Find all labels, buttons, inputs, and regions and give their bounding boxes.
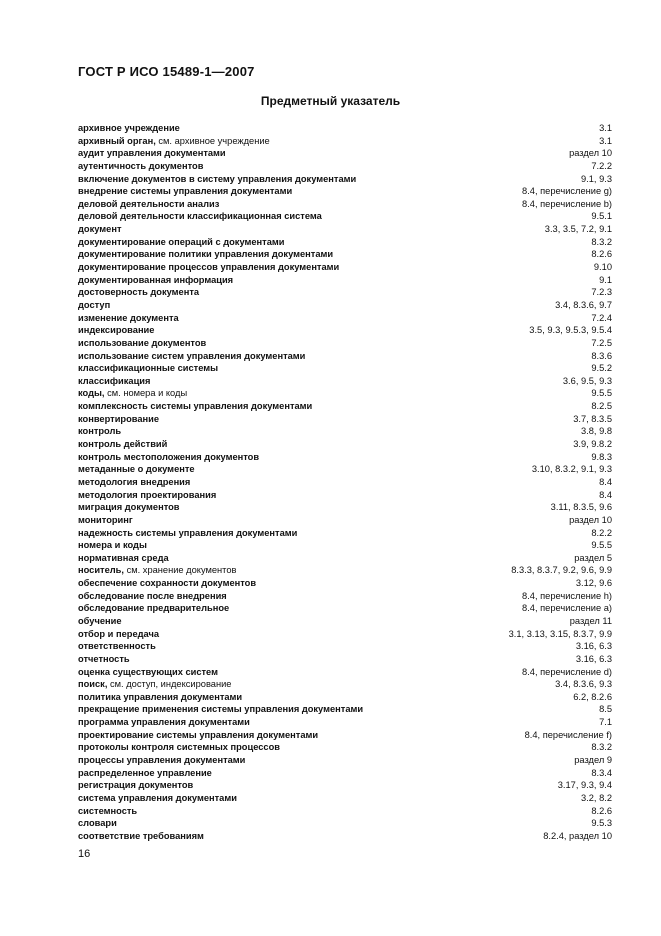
index-section-reference: 8.4, перечисление b) [522,198,612,209]
index-section-reference: 8.3.4 [591,767,612,778]
index-entry-label [78,716,250,729]
index-term: комплексность системы управления документами [78,401,313,412]
index-entry-label [78,741,280,754]
index-entry-label [78,451,259,464]
index-section-reference: 8.2.2 [591,527,612,538]
index-section-reference: 9.5.3 [591,818,612,829]
index-entry [78,691,612,704]
index-title: Предметный указатель [260,94,401,108]
index-term: внедрение системы управления документами [78,186,293,197]
index-entry [78,223,612,236]
index-term: процессы управления документами [78,755,246,766]
index-section-reference: раздел 11 [569,615,612,626]
index-term: проектирование системы управления документами [78,729,319,740]
index-term: включение документов в систему управления документами [78,173,357,184]
index-entry [78,729,612,742]
index-entry [78,779,612,792]
index-entry [78,198,612,211]
index-section-reference: 3.9, 9.8.2 [573,439,612,450]
index-entry [78,350,612,363]
index-section-reference: 9.8.3 [591,451,612,462]
index-section-reference: 9.1, 9.3 [580,173,612,184]
index-term: нормативная среда [78,552,169,563]
index-entry [78,122,612,135]
index-section-reference: 3.8, 9.8 [580,426,612,437]
index-term: документирование политики управления документами [78,249,334,260]
index-entry [78,830,612,843]
subject-index [78,122,612,843]
index-section-reference: 9.10 [593,262,612,273]
index-section-reference: 3.1 [599,135,612,146]
index-entry-label [78,185,292,198]
index-section-reference: 3.12, 9.6 [575,578,612,589]
index-term: использование документов [78,337,207,348]
index-section-reference: 9.5.5 [591,388,612,399]
index-entry-label [78,210,322,223]
index-entry [78,451,612,464]
index-term: индексирование [78,325,155,336]
index-entry-label [78,729,318,742]
index-section-reference: 3.4, 8.3.6, 9.3 [555,679,612,690]
index-entry [78,501,612,514]
index-entry [78,248,612,261]
index-section-reference: 9.5.5 [591,540,612,551]
index-entry-label [78,362,218,375]
index-term: архивный орган, [78,135,156,146]
index-term: мониторинг [78,514,133,525]
index-term: система управления документами [78,792,237,803]
index-section-reference: раздел 10 [569,148,612,159]
index-section-reference: 8.2.4, раздел 10 [543,830,612,841]
index-entry [78,476,612,489]
index-entry-label [78,527,297,540]
index-term: архивное учреждение [78,123,180,133]
index-term: оценка существующих систем [78,666,218,677]
index-section-reference: 3.4, 8.3.6, 9.7 [555,299,612,310]
index-entry-label [78,463,195,476]
index-entry-label [78,615,122,628]
index-section-reference: раздел 5 [574,552,612,563]
index-term: методология внедрения [78,476,191,487]
index-entry-label [78,413,159,426]
index-section-reference: 8.3.2 [591,236,612,247]
index-entry [78,590,612,603]
index-section-reference: 8.4 [599,476,612,487]
index-section-reference: 7.2.3 [591,287,612,298]
index-entry-label [78,135,270,148]
index-term: миграция документов [78,502,180,513]
index-term: коды, [78,388,105,399]
index-term: отбор и передача [78,628,160,639]
index-section-reference: 3.3, 3.5, 7.2, 9.1 [544,224,612,235]
index-entry [78,628,612,641]
index-term: политика управления документами [78,691,243,702]
index-section-reference: 3.6, 9.5, 9.3 [562,375,612,386]
index-term: обследование после внедрения [78,590,227,601]
index-entry-label [78,830,204,843]
index-section-reference: 8.4, перечисление d) [522,666,612,677]
index-entry-label [78,489,216,502]
index-term: носитель, [78,565,124,576]
index-term: метаданные о документе [78,464,195,475]
index-entry [78,400,612,413]
index-term: конвертирование [78,413,160,424]
index-term: ответственность [78,641,156,652]
index-term: аудит управления документами [78,148,226,159]
index-entry [78,754,612,767]
index-section-reference: 8.4, перечисление g) [522,186,612,197]
index-term: документ [78,224,122,235]
index-entry [78,640,612,653]
index-entry [78,274,612,287]
index-entry [78,463,612,476]
index-term: документирование процессов управления документами [78,262,340,273]
index-entry [78,514,612,527]
index-section-reference: 7.2.5 [591,337,612,348]
index-term: документированная информация [78,274,234,285]
index-entry [78,413,612,426]
index-entry [78,173,612,186]
index-entry [78,552,612,565]
index-entry [78,716,612,729]
index-term: прекращение применения системы управления документами [78,704,364,715]
index-section-reference: 8.3.3, 8.3.7, 9.2, 9.6, 9.9 [511,565,612,576]
index-term: доступ [78,299,111,310]
index-term: регистрация документов [78,780,194,791]
index-entry [78,135,612,148]
index-term: классификация [78,375,151,386]
index-entry [78,236,612,249]
index-entry-label [78,539,147,552]
index-entry-label [78,552,169,565]
index-entry [78,362,612,375]
index-entry [78,387,612,400]
index-term: изменение документа [78,312,179,323]
index-entry [78,564,612,577]
index-entry-label [78,400,312,413]
index-section-reference: 9.1 [599,274,612,285]
index-section-reference: 8.2.6 [591,805,612,816]
index-entry-label [78,350,305,363]
index-term: деловой деятельности анализ [78,198,220,209]
index-section-reference: раздел 9 [574,755,612,766]
index-entry [78,489,612,502]
index-section-reference: 7.2.4 [591,312,612,323]
index-section-reference: 3.11, 8.3.5, 9.6 [550,502,612,513]
index-entry-label [78,324,154,337]
index-term: системность [78,805,138,816]
index-entry-label [78,817,117,830]
index-entry [78,678,612,691]
index-entry-label [78,375,150,388]
index-section-reference: 3.16, 6.3 [575,641,612,652]
index-entry [78,210,612,223]
index-section-reference: 7.2.2 [591,160,612,171]
index-term: контроль местоположения документов [78,451,260,462]
index-entry-label [78,248,333,261]
index-entry [78,577,612,590]
index-section-reference: 8.5 [599,704,612,715]
index-section-reference: 8.2.6 [591,249,612,260]
index-term: достоверность документа [78,287,200,298]
index-entry-label [78,779,193,792]
index-see-reference: см. номера и коды [107,388,188,399]
index-term: словари [78,818,117,829]
index-entry [78,792,612,805]
document-header: ГОСТ Р ИСО 15489-1—2007 [78,64,255,79]
index-section-reference: 8.3.6 [591,350,612,361]
index-entry-label [78,312,179,325]
index-section-reference: 6.2, 8.2.6 [573,691,612,702]
page-number: 16 [78,848,91,860]
index-entry [78,539,612,552]
index-term: классификационные системы [78,363,219,374]
index-section-reference: 3.7, 8.3.5 [573,413,612,424]
index-entry [78,703,612,716]
index-entry [78,767,612,780]
index-entry-label [78,691,242,704]
index-entry-label [78,173,356,186]
index-entry [78,147,612,160]
index-term: методология проектирования [78,489,217,500]
index-entry [78,261,612,274]
index-entry [78,324,612,337]
index-section-reference: 8.4, перечисление a) [522,603,612,614]
index-section-reference: 8.3.2 [591,742,612,753]
index-term: контроль [78,426,122,437]
index-term: протоколы контроля системных процессов [78,742,280,753]
index-term: программа управления документами [78,717,250,728]
index-see-reference: см. хранение документов [126,565,237,576]
index-entry-label [78,602,229,615]
index-entry-label [78,792,237,805]
index-term: обучение [78,615,122,626]
index-section-reference: 9.5.2 [591,363,612,374]
index-entry [78,160,612,173]
index-entry [78,805,612,818]
index-entry-label [78,274,233,287]
index-entry [78,438,612,451]
index-entry-label [78,286,199,299]
index-see-reference: см. доступ, индексирование [110,679,232,690]
index-term: документирование операций с документами [78,236,285,247]
index-entry [78,527,612,540]
index-section-reference: раздел 10 [569,514,612,525]
index-section-reference: 8.4 [599,489,612,500]
index-entry [78,337,612,350]
index-term: обследование предварительное [78,603,230,614]
index-entry [78,741,612,754]
index-section-reference: 8.4, перечисление h) [522,590,612,601]
index-entry-label [78,640,156,653]
index-section-reference: 3.10, 8.3.2, 9.1, 9.3 [531,464,612,475]
index-entry-label [78,666,218,679]
index-term: номера и коды [78,540,147,551]
index-entry-label [78,564,236,577]
index-term: соответствие требованиям [78,830,204,841]
index-term: отчетность [78,653,130,664]
index-entry [78,615,612,628]
index-entry-label [78,703,363,716]
index-section-reference: 3.5, 9.3, 9.5.3, 9.5.4 [529,325,612,336]
index-term: надежность системы управления документами [78,527,298,538]
index-entry-label [78,160,203,173]
index-entry-label [78,299,110,312]
index-entry [78,653,612,666]
index-section-reference: 3.2, 8.2 [580,792,612,803]
index-entry-label [78,805,137,818]
index-entry-label [78,754,245,767]
index-section-reference: 8.4, перечисление f) [524,729,612,740]
index-entry-label [78,438,167,451]
index-section-reference: 7.1 [599,717,612,728]
index-entry-label [78,678,231,691]
index-entry [78,312,612,325]
index-section-reference: 3.1 [599,123,612,133]
index-entry [78,817,612,830]
index-entry-label [78,337,206,350]
index-term: контроль действий [78,439,168,450]
index-term: использование систем управления документами [78,350,306,361]
index-section-reference: 9.5.1 [591,211,612,222]
index-entry-label [78,261,339,274]
index-entry-label [78,476,190,489]
index-entry-label [78,628,159,641]
index-section-reference: 3.1, 3.13, 3.15, 8.3.7, 9.9 [508,628,612,639]
index-entry-label [78,122,180,135]
index-entry-label [78,236,284,249]
index-term: обеспечение сохранности документов [78,578,257,589]
index-entry-label [78,653,130,666]
index-entry [78,425,612,438]
index-entry-label [78,577,256,590]
index-term: распределенное управление [78,767,212,778]
index-entry-label [78,425,121,438]
index-section-reference: 3.16, 6.3 [575,653,612,664]
index-entry [78,602,612,615]
index-entry [78,185,612,198]
index-entry [78,666,612,679]
index-entry-label [78,514,133,527]
index-entry-label [78,590,227,603]
index-entry [78,286,612,299]
index-entry-label [78,147,226,160]
index-term: аутентичность документов [78,160,204,171]
index-entry [78,375,612,388]
index-entry-label [78,198,219,211]
index-section-reference: 3.17, 9.3, 9.4 [557,780,612,791]
index-see-reference: см. архивное учреждение [158,135,270,146]
index-term: поиск, [78,679,108,690]
index-entry-label [78,223,122,236]
index-term: деловой деятельности классификационная система [78,211,322,222]
index-entry-label [78,387,187,400]
index-entry-label [78,501,180,514]
index-entry [78,299,612,312]
index-section-reference: 8.2.5 [591,401,612,412]
index-entry-label [78,767,212,780]
